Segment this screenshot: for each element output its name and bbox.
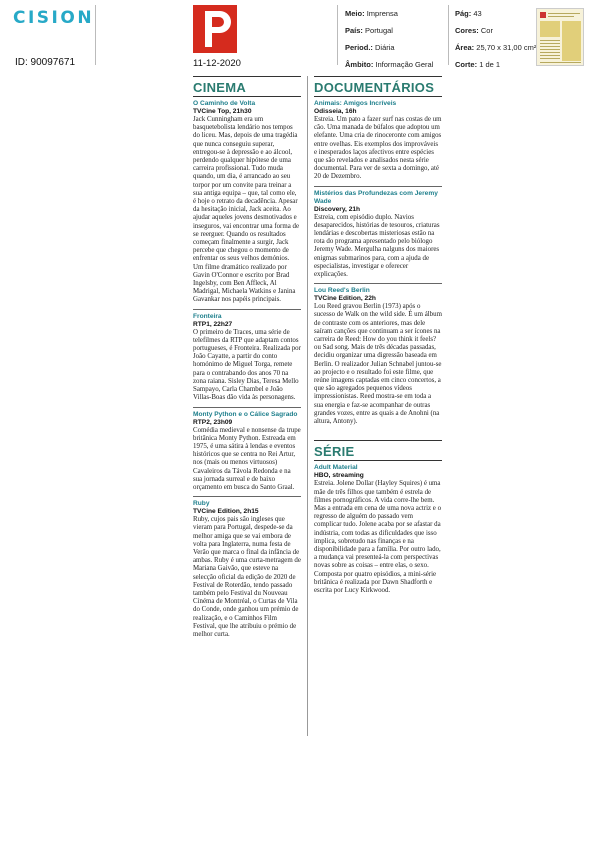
listing-channel: RTP1, 22h27 — [193, 320, 233, 328]
listing-item — [193, 100, 301, 305]
meta-value: Portugal — [365, 26, 393, 35]
listing-channel: HBO, streaming — [314, 472, 364, 480]
section-rule — [314, 440, 442, 441]
listing-body: Ruby, cujos pais são ingleses que vieram para Portugal, despede-se da melhor amiga que se vai embora de volta para Inglaterra, numa festa de Verão que marca o final da infância de ambas. Ruby é uma curta-metragem de Mariana Gaivão, que esteve na selecção oficial da edição de 2020 de Festival de Roterdão, tendo passado também pelo Festival du Nouveau Cinéma de Montréal, o Curtas de Vila do Conde, onde ganhou um prémio de realização, e o Caminhos Film Festival, que lhe atribuiu o prémio de melhor curta. — [193, 516, 301, 638]
listing-title: Adult Material — [314, 464, 358, 472]
listing-item — [314, 287, 442, 426]
document-id: ID: 90097671 — [15, 57, 76, 68]
section-title-cinema: CINEMA — [193, 80, 247, 95]
listing-channel: TVCine Edition, 22h — [314, 295, 376, 303]
cinema-column — [193, 76, 301, 643]
listing-channel: TVCine Edition, 2h15 — [193, 508, 259, 516]
publico-logo — [193, 5, 237, 53]
section-rule — [314, 96, 442, 97]
meta-label: Corte: — [455, 60, 478, 69]
listing-item — [314, 464, 442, 595]
listing-item — [314, 100, 442, 182]
section-rule — [314, 460, 442, 461]
listing-channel: TVCine Top, 21h30 — [193, 108, 252, 115]
meta-label: Área: — [455, 43, 475, 52]
item-divider — [193, 407, 301, 408]
publication-date: 11-12-2020 — [193, 58, 241, 69]
listing-title: Mistérios das Profundezas com Jeremy Wade — [314, 189, 438, 205]
header-divider — [95, 5, 96, 65]
meta-value: Cor — [480, 26, 493, 35]
listing-title: Animais: Amigos Incríveis — [314, 100, 397, 107]
section-title-documentarios: DOCUMENTÁRIOS — [314, 80, 435, 95]
listing-body: Estreia. Jolene Dollar (Hayley Squires) é uma mãe de três filhos que também é estrela de filmes pornográficos. A vida corre-lhe bem. Mas a entrada em cena de uma nova actriz e o regresso de alguém do passado vem complicar tudo. Jolene acaba por se afastar da indústria, com todas as dificuldades que isso implica, sobretudo nas finanças e na disponibilidade para a família. Por outro lado, a mudança vai presenteá-la com perspectivas novas sobre as coisas – entre elas, o sexo. Composta por quatro episódios, a mini-série britânica é realizada por Dawn Shadforth e escrita por Lucy Kirkwood. — [314, 480, 442, 594]
meta-label: Cores: — [455, 26, 479, 35]
listing-body: Comédia medieval e nonsense da trupe britânica Monty Python. Estreada em 1975, é uma sátira à lendas e eventos históricos que se centra no Rei Artur, nos (mais ou menos virtuosos) Cavaleiros da Távola Redonda e na sua jornada surreal e de baixo orçamento em busca do Santo Graal. — [193, 426, 301, 491]
page-thumbnail[interactable] — [536, 8, 584, 66]
meta-value: 43 — [473, 9, 482, 18]
listing-title: Monty Python e o Cálice Sagrado — [193, 410, 298, 418]
meta-value: Imprensa — [366, 9, 398, 18]
meta-label: Period.: — [345, 43, 373, 52]
listing-channel: RTP2, 23h09 — [193, 418, 233, 426]
listing-item — [193, 500, 301, 639]
item-divider — [193, 309, 301, 310]
listing-channel: Odisseia, 16h — [314, 108, 357, 115]
meta-value: 25,70 x 31,00 cm² — [476, 43, 537, 52]
listing-item — [193, 313, 301, 403]
meta-divider-right — [448, 5, 449, 65]
listing-body: Jack Cunningham era um basquetebolista lendário nos tempos do liceu. Mas, depois de uma tragédia que nunca conseguiu superar, entregou-se à depressão e ao álcool, perdendo qualquer hipótese de uma carreira profissional. Tudo muda quando, um dia, é arrancado ao seu torpor por um convite para treinar a sua antiga equipa – que, tal como ele, é hoje o retrato da decadência. Apesar da hesitação inicial, Jack aceita. Ao ajudar aqueles jovens desmotivados e inseguros, vai encontrar uma forma de se reerguer. Quando os resultados começam finalmente a surgir, Jack percebe que chegou o momento de enfrentar os seus velhos demónios. Um filme dramático realizado por Gavin O'Connor e escrito por Brad Ingelsby, com Ben Affleck, Al Madrigal, Michaela Watkins e Janina Gavankar nos papéis principais. — [193, 116, 300, 304]
listing-channel: Discovery, 21h — [314, 205, 361, 213]
listing-title: Ruby — [193, 500, 210, 508]
listing-body: Lou Reed gravou Berlin (1973) após o sucesso de Walk on the wild side. É um álbum de contraste com os anteriores, mas dele saíram canções que continuam a ser ícones na carreira de Reed: How do you think it feels? ou Sad song. Mais de três décadas passadas, decidiu organizar uma digressão baseada em Berlin. O realizador Julian Schnabel juntou-se ao projecto e o resultado foi este filme, que reúne imagens captadas em cinco concertos, a que são agregados pequenos vídeos impressionistas. Reed mostra-se em toda a sua energia e faz-se acompanhar de outras grandes vozes, entre as quais a de Anohni (na altura, Antony). — [314, 303, 442, 426]
section-rule — [193, 96, 301, 97]
section-rule — [314, 76, 442, 77]
item-divider — [193, 496, 301, 497]
documentaries-column — [314, 76, 442, 599]
section-title-serie: SÉRIE — [314, 444, 355, 460]
column-divider — [307, 76, 308, 736]
cision-logo: CISION — [13, 8, 95, 28]
meta-label: Âmbito: — [345, 60, 374, 69]
listing-item — [314, 190, 442, 280]
section-rule — [193, 76, 301, 77]
listing-title: Fronteira — [193, 312, 222, 320]
meta-label: Meio: — [345, 9, 365, 18]
listing-body: Estreia, com episódio duplo. Navios desaparecidos, histórias de tesouros, criaturas lendárias e descobertas misteriosas estão na rota do programa apresentado pelo biólogo Jeremy Wade. Mergulha nalguns dos maiores enigmas submarinos para, com a ajuda de especialistas, investigar e oferecer explicações. — [314, 213, 440, 279]
meta-divider-left — [337, 5, 338, 65]
meta-value: Diária — [375, 43, 395, 52]
listing-body: O primeiro de Traces, uma série de telefilmes da RTP que adaptam contos portugueses, é Fronteira. Realizada por João Cayatte, a partir do conto homónimo de Miguel Torga, remete para o contrabando dos anos 70 na zona raiana. Sisley Dias, Teresa Mello Sampayo, Carla Chambel e João Villas-Boas dão vida às personagens. — [193, 328, 301, 402]
listing-body: Estreia. Um pato a fazer surf nas costas de um cão. Uma manada de búfalos que adoptou um elefante. Uma cria de rinoceronte com amigos entre ovelhas. Eis exemplos dos improváveis e inesperados laços afectivos entre espécies que são revelados e analisados nesta série documental. Para ver de sexta a domingo, até 20 de Dezembro. — [314, 116, 442, 181]
listing-title: O Caminho de Volta — [193, 100, 256, 107]
meta-value: Informação Geral — [375, 60, 434, 69]
meta-value: 1 de 1 — [479, 60, 501, 69]
item-divider — [314, 283, 442, 284]
meta-label: Pág: — [455, 9, 472, 18]
item-divider — [314, 186, 442, 187]
meta-label: País: — [345, 26, 363, 35]
listing-title: Lou Reed's Berlin — [314, 287, 370, 295]
listing-item — [193, 411, 301, 493]
